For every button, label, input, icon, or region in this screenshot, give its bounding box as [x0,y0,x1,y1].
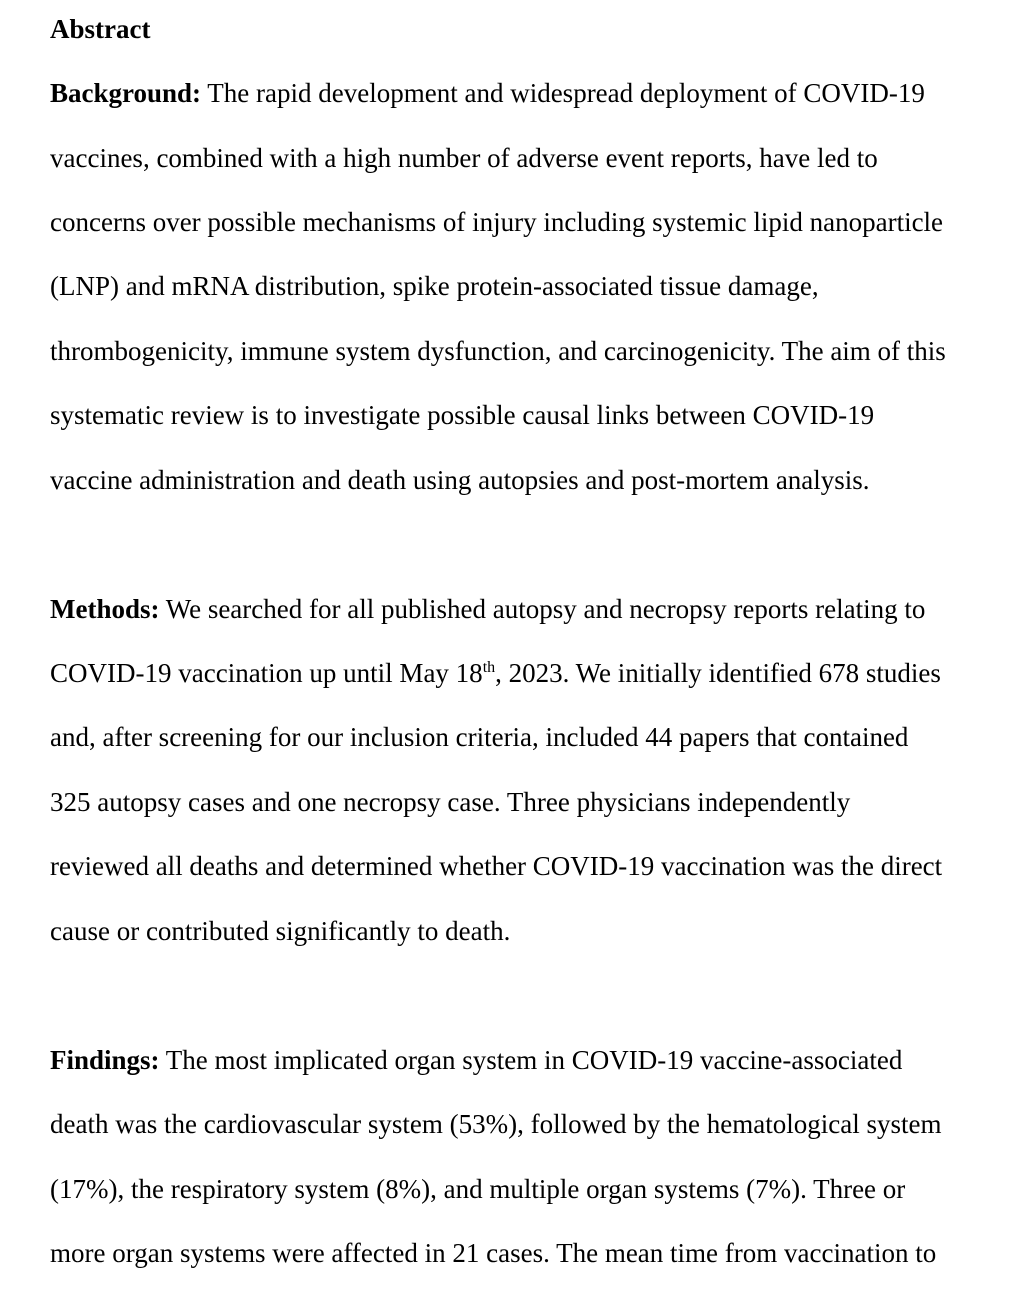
background-line-7: vaccine administration and death using autopsies and post-mortem analysis. [50,465,870,495]
background-line-3: concerns over possible mechanisms of injury including systemic lipid nanoparticle [50,207,944,237]
background-label: Background: [50,78,202,108]
methods-text-2a: COVID-19 vaccination up until May 18 [50,658,483,688]
methods-text-1: We searched for all published autopsy and necropsy reports relating to [159,594,926,624]
findings-text-1: The most implicated organ system in COVID-19 vaccine-associated [159,1045,903,1075]
background-line-1 [50,75,925,111]
methods-line-3: and, after screening for our inclusion criteria, included 44 papers that contained [50,722,909,752]
methods-line-1 [50,591,925,627]
findings-line-1 [50,1042,902,1078]
abstract-heading: Abstract [50,14,151,44]
methods-line-4: 325 autopsy cases and one necropsy case. Three physicians independently [50,787,851,817]
findings-line-2: death was the cardiovascular system (53%), followed by the hematological system [50,1109,942,1139]
methods-label: Methods: [50,594,160,624]
findings-line-4: more organ systems were affected in 21 cases. The mean time from vaccination to [50,1238,937,1268]
background-line-4: (LNP) and mRNA distribution, spike protein-associated tissue damage, [50,271,819,301]
findings-line-3: (17%), the respiratory system (8%), and multiple organ systems (7%). Three or [50,1174,906,1204]
methods-line-6: cause or contributed significantly to death. [50,916,511,946]
findings-label: Findings: [50,1045,160,1075]
methods-line-2 [50,655,941,691]
background-line-2: vaccines, combined with a high number of adverse event reports, have led to [50,143,878,173]
background-line-6: systematic review is to investigate possible causal links between COVID-19 [50,400,875,430]
background-line-5: thrombogenicity, immune system dysfunction, and carcinogenicity. The aim of this [50,336,946,366]
background-text-1: The rapid development and widespread deployment of COVID-19 [201,78,925,108]
methods-text-2b: , 2023. We initially identified 678 studies [495,658,941,688]
ordinal-superscript: th [482,659,496,676]
methods-line-5: reviewed all deaths and determined whether COVID-19 vaccination was the direct [50,851,943,881]
